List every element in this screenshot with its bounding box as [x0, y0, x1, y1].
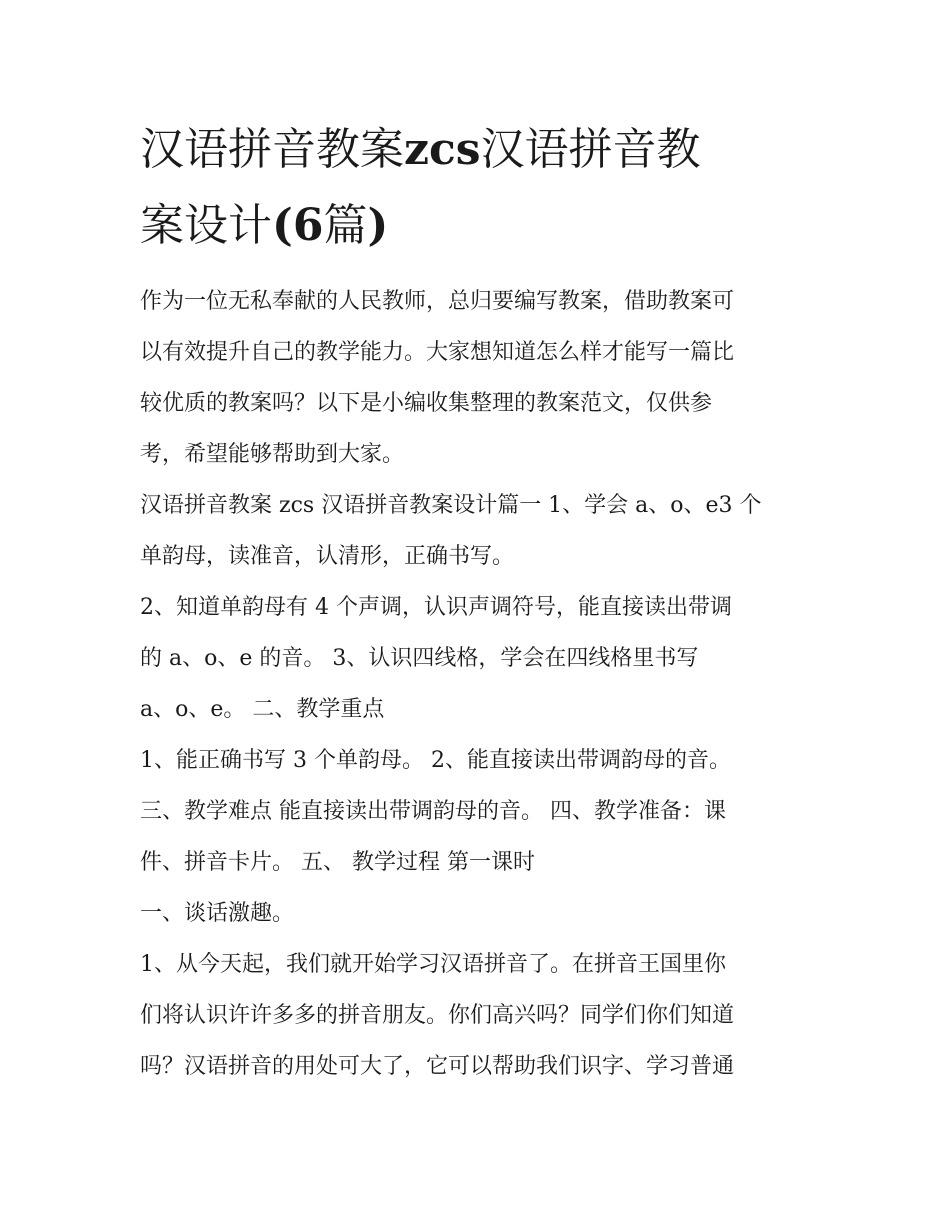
- text-line: 1、从今天起，我们就开始学习汉语拼音了。在拼音王国里你: [140, 952, 726, 977]
- paragraph-key-points: [140, 735, 820, 888]
- title-line-1: 汉语拼音教案zcs汉语拼音教: [140, 124, 701, 175]
- text-line: 一、谈话激趣。: [140, 901, 295, 926]
- document-page: [140, 112, 820, 1092]
- text-line: 的 a、o、e 的音。 3、认识四线格，学会在四线格里书写: [140, 646, 699, 671]
- text-line: 作为一位无私奉献的人民教师，总归要编写教案，借助教案可: [140, 289, 735, 314]
- paragraph-section-one: [140, 480, 820, 582]
- text-line: 1、能正确书写 3 个单韵母。 2、能直接读出带调韵母的音。: [140, 748, 731, 773]
- title-line-2: 案设计(6篇): [140, 200, 389, 251]
- text-line: 较优质的教案吗？以下是小编收集整理的教案范文，仅供参: [140, 391, 713, 416]
- text-line: a、o、e。 二、教学重点: [140, 697, 385, 722]
- text-line: 汉语拼音教案 zcs 汉语拼音教案设计篇一 1、学会 a、o、e3 个: [140, 493, 762, 518]
- text-line: 吗？汉语拼音的用处可大了，它可以帮助我们识字、学习普通: [140, 1054, 735, 1079]
- text-line: 以有效提升自己的教学能力。大家想知道怎么样才能写一篇比: [140, 340, 735, 365]
- text-line: 件、拼音卡片。 五、 教学过程 第一课时: [140, 850, 535, 875]
- paragraph-objectives: [140, 582, 820, 735]
- document-title: [140, 112, 820, 264]
- text-line: 考，希望能够帮助到大家。: [140, 442, 405, 467]
- text-line: 单韵母，读准音，认清形，正确书写。: [140, 544, 515, 569]
- paragraph-lesson-intro: [140, 939, 820, 1092]
- text-line: 们将认识许许多多的拼音朋友。你们高兴吗？同学们你们知道: [140, 1003, 735, 1028]
- text-line: 2、知道单韵母有 4 个声调，认识声调符号，能直接读出带调: [140, 595, 732, 620]
- paragraph-heading-one: [140, 888, 820, 939]
- document-body: [140, 276, 820, 1092]
- paragraph-intro: [140, 276, 820, 480]
- text-line: 三、教学难点 能直接读出带调韵母的音。 四、教学准备：课: [140, 799, 726, 824]
